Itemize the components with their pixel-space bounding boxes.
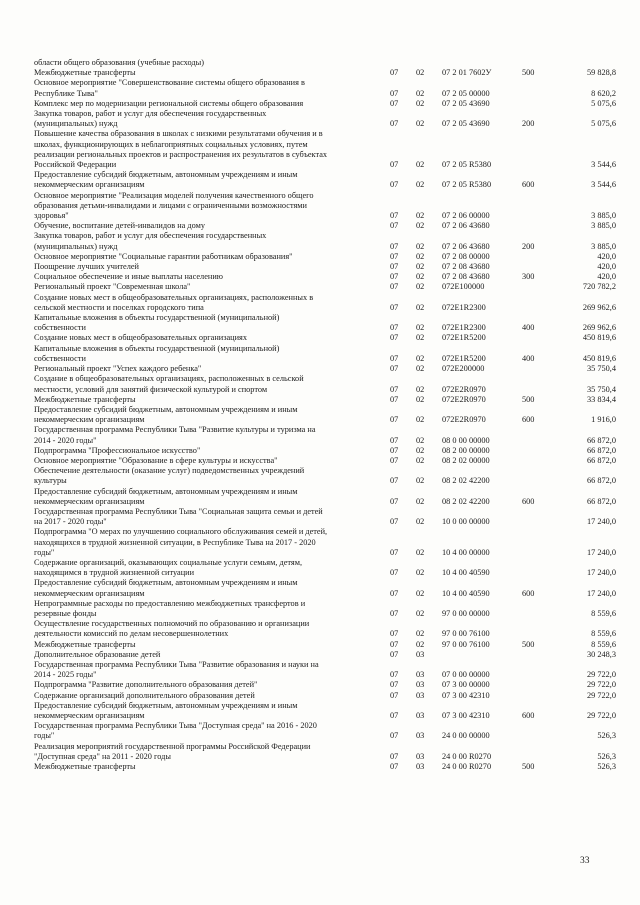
row-name: Закупка товаров, работ и услуг для обеспечения государственных (муниципальных) нужд (34, 231, 267, 251)
row-section: 07 (390, 547, 399, 557)
row-target-article: 07 2 08 43680 (442, 262, 490, 272)
row-name: Обучение, воспитание детей-инвалидов на дому (34, 221, 206, 231)
row-name: Содержание организаций дополнительного образования детей (34, 690, 255, 700)
row-subsection: 02 (416, 221, 425, 231)
row-expense-type: 200 (522, 241, 535, 251)
row-name: Государственная программа Республики Тыва "Развитие культуры и туризма на 2014 - 2020 годы" (34, 425, 316, 445)
row-target-article: 24 0 00 R0270 (442, 751, 492, 761)
table-row (34, 721, 618, 741)
row-subsection: 02 (416, 353, 425, 363)
row-amount: 5 075,6 (591, 98, 616, 108)
row-subsection: 02 (416, 445, 425, 455)
row-subsection: 02 (416, 272, 425, 282)
row-amount: 8 559,6 (591, 608, 616, 618)
row-subsection: 02 (416, 98, 425, 108)
row-amount: 526,3 (597, 731, 616, 741)
row-target-article: 07 2 06 00000 (442, 211, 490, 221)
row-expense-type: 500 (522, 762, 535, 772)
row-amount: 33 834,4 (586, 394, 616, 404)
row-section: 07 (390, 241, 399, 251)
row-target-article: 07 2 06 43680 (442, 221, 490, 231)
row-amount: 3 544,6 (591, 180, 616, 190)
row-name: Социальное обеспечение и иные выплаты населению (34, 272, 223, 282)
row-amount: 17 240,0 (586, 517, 616, 527)
row-name: Реализация мероприятий государственной программы Российской Федерации "Доступная среда" на 2011 - 2020 годы (34, 741, 311, 761)
table-row (34, 99, 618, 109)
row-target-article: 08 2 02 42200 (442, 476, 490, 486)
row-amount: 59 828,8 (586, 68, 616, 78)
row-expense-type: 600 (522, 588, 535, 598)
row-subsection: 02 (416, 394, 425, 404)
row-expense-type: 500 (522, 68, 535, 78)
row-name: Поощрение лучших учителей (34, 262, 139, 272)
row-target-article: 07 2 08 43680 (442, 272, 490, 282)
row-amount: 17 240,0 (586, 547, 616, 557)
table-row (34, 527, 618, 558)
row-amount: 29 722,0 (586, 690, 616, 700)
row-target-article: 07 3 00 00000 (442, 680, 490, 690)
row-subsection: 03 (416, 670, 425, 680)
row-amount: 3 885,0 (591, 241, 616, 251)
row-name: Государственная программа Республики Тыва "Доступная среда" на 2016 - 2020 годы" (34, 721, 317, 741)
table-row (34, 374, 618, 394)
row-section: 07 (390, 629, 399, 639)
row-name: Капитальные вложения в объекты государственной (муниципальной) собственности (34, 313, 280, 333)
row-amount: 526,3 (597, 751, 616, 761)
row-name: Создание новых мест в общеобразовательных организациях (34, 333, 248, 343)
row-subsection: 02 (416, 415, 425, 425)
row-section: 07 (390, 731, 399, 741)
row-section: 07 (390, 690, 399, 700)
row-name: Осуществление государственных полномочий по образованию и организации деятельности комиссий по делам несовершеннолетних (34, 619, 310, 639)
row-target-article: 072E100000 (442, 282, 485, 292)
row-amount: 3 885,0 (591, 221, 616, 231)
row-amount: 450 819,6 (582, 333, 616, 343)
row-target-article: 08 2 02 00000 (442, 455, 490, 465)
row-target-article: 07 2 01 7602У (442, 68, 492, 78)
row-subsection: 02 (416, 639, 425, 649)
row-target-article: 07 2 05 00000 (442, 88, 490, 98)
row-subsection: 02 (416, 88, 425, 98)
row-amount: 8 559,6 (591, 629, 616, 639)
row-section: 07 (390, 98, 399, 108)
row-amount: 66 872,0 (586, 435, 616, 445)
table-row (34, 395, 618, 405)
row-section: 07 (390, 384, 399, 394)
row-amount: 420,0 (597, 251, 616, 261)
row-section: 07 (390, 262, 399, 272)
row-subsection: 02 (416, 496, 425, 506)
row-section: 07 (390, 476, 399, 486)
row-subsection: 02 (416, 282, 425, 292)
table-row (34, 507, 618, 527)
table-row (34, 425, 618, 445)
table-row (34, 129, 618, 170)
row-target-article: 072E200000 (442, 364, 485, 374)
row-name: Подпрограмма "Развитие дополнительного образования детей" (34, 680, 258, 690)
row-section: 07 (390, 762, 399, 772)
table-row (34, 599, 618, 619)
row-subsection: 02 (416, 251, 425, 261)
row-name: Обеспечение деятельности (оказание услуг) подведомственных учреждений культуры (34, 466, 305, 486)
row-target-article: 10 4 00 00000 (442, 547, 490, 557)
row-subsection: 02 (416, 333, 425, 343)
row-name: Региональный проект "Современная школа" (34, 282, 191, 292)
row-section: 07 (390, 221, 399, 231)
table-row (34, 558, 618, 578)
table-row (34, 762, 618, 772)
row-amount: 450 819,6 (582, 353, 616, 363)
table-row (34, 456, 618, 466)
table-row (34, 78, 618, 98)
row-target-article: 07 2 05 R5380 (442, 160, 492, 170)
row-target-article: 08 2 02 42200 (442, 496, 490, 506)
table-row (34, 344, 618, 364)
row-subsection: 02 (416, 568, 425, 578)
row-subsection: 02 (416, 588, 425, 598)
row-subsection: 02 (416, 323, 425, 333)
row-section: 07 (390, 251, 399, 261)
row-amount: 420,0 (597, 262, 616, 272)
row-expense-type: 600 (522, 180, 535, 190)
table-row (34, 333, 618, 343)
row-subsection: 02 (416, 435, 425, 445)
row-section: 07 (390, 211, 399, 221)
row-name: Подпрограмма "Профессиональное искусство" (34, 445, 201, 455)
row-amount: 3 885,0 (591, 211, 616, 221)
row-amount: 29 722,0 (586, 680, 616, 690)
row-section: 07 (390, 394, 399, 404)
row-target-article: 24 0 00 00000 (442, 731, 490, 741)
row-subsection: 02 (416, 364, 425, 374)
row-subsection: 02 (416, 608, 425, 618)
row-amount: 29 722,0 (586, 711, 616, 720)
row-name: Закупка товаров, работ и услуг для обеспечения государственных (муниципальных) нужд (34, 109, 267, 129)
row-target-article: 97 0 00 76100 (442, 629, 490, 639)
row-section: 07 (390, 496, 399, 506)
row-subsection: 03 (416, 680, 425, 690)
table-row (34, 680, 618, 690)
row-subsection: 02 (416, 517, 425, 527)
row-amount: 269 962,6 (582, 323, 616, 333)
row-amount: 35 750,4 (586, 384, 616, 394)
row-subsection: 03 (416, 751, 425, 761)
row-subsection: 02 (416, 241, 425, 251)
row-name: области общего образования (учебные расходы) (34, 58, 204, 67)
row-target-article: 07 2 06 43680 (442, 241, 490, 251)
row-section: 07 (390, 445, 399, 455)
row-target-article: 10 4 00 40590 (442, 568, 490, 578)
row-target-article: 07 3 00 42310 (442, 690, 490, 700)
row-target-article: 08 0 00 00000 (442, 435, 490, 445)
table-row (34, 293, 618, 313)
row-name: Предоставление субсидий бюджетным, автономным учреждениям и иным некоммерческим организациям (34, 578, 298, 598)
row-section: 07 (390, 333, 399, 343)
row-subsection: 02 (416, 160, 425, 170)
row-subsection: 02 (416, 180, 425, 190)
row-section: 07 (390, 649, 399, 659)
row-target-article: 072E1R5200 (442, 353, 486, 363)
row-name: Основное мероприятие "Образование в сфере культуры и искусства" (34, 455, 278, 465)
row-amount: 269 962,6 (582, 302, 616, 312)
row-expense-type: 600 (522, 496, 535, 506)
row-section: 07 (390, 711, 399, 720)
row-amount: 720 782,2 (582, 282, 616, 292)
row-section: 07 (390, 160, 399, 170)
row-subsection: 03 (416, 731, 425, 741)
row-amount: 8 620,2 (591, 88, 616, 98)
row-target-article: 07 2 05 43690 (442, 98, 490, 108)
row-target-article: 97 0 00 00000 (442, 608, 490, 618)
row-target-article: 08 2 00 00000 (442, 445, 490, 455)
table-row (34, 742, 618, 762)
row-amount: 29 722,0 (586, 670, 616, 680)
row-amount: 1 916,0 (591, 415, 616, 425)
row-target-article: 07 3 00 42310 (442, 711, 490, 720)
row-amount: 30 248,3 (586, 649, 616, 659)
row-section: 07 (390, 588, 399, 598)
row-subsection: 02 (416, 547, 425, 557)
table-row (34, 282, 618, 292)
row-section: 07 (390, 119, 399, 129)
row-amount: 66 872,0 (586, 445, 616, 455)
row-section: 07 (390, 364, 399, 374)
row-name: Непрограммные расходы по предоставлению межбюджетных трансфертов и резервные фонды (34, 598, 306, 618)
row-target-article: 24 0 00 R0270 (442, 762, 492, 772)
row-expense-type: 500 (522, 394, 535, 404)
row-section: 07 (390, 68, 399, 78)
row-expense-type: 500 (522, 639, 535, 649)
table-row (34, 262, 618, 272)
table-row (34, 231, 618, 251)
row-amount: 35 750,4 (586, 364, 616, 374)
row-subsection: 02 (416, 476, 425, 486)
table-row (34, 619, 618, 639)
row-section: 07 (390, 282, 399, 292)
table-row (34, 446, 618, 456)
row-section: 07 (390, 680, 399, 690)
table-row (34, 170, 618, 190)
row-expense-type: 400 (522, 353, 535, 363)
row-target-article: 97 0 00 76100 (442, 639, 490, 649)
row-name: Предоставление субсидий бюджетным, автономным учреждениям и иным некоммерческим организациям (34, 404, 298, 425)
table-row (34, 660, 618, 680)
table-row (34, 364, 618, 374)
row-amount: 66 872,0 (586, 476, 616, 486)
table-row (34, 701, 618, 721)
row-expense-type: 200 (522, 119, 535, 129)
row-target-article: 072E2R0970 (442, 394, 486, 404)
row-expense-type: 600 (522, 415, 535, 425)
row-section: 07 (390, 608, 399, 618)
row-subsection: 02 (416, 211, 425, 221)
table-row (34, 578, 618, 598)
row-name: Подпрограмма "О мерах по улучшению социального обслуживания семей и детей, находящихся в трудной жизненной ситуации, в Республике Тыва на 2017 - 2020 годы" (34, 527, 328, 557)
row-name: Региональный проект "Успех каждого ребенка" (34, 364, 202, 374)
row-subsection: 03 (416, 690, 425, 700)
table-row (34, 487, 618, 507)
row-target-article: 072E1R2300 (442, 323, 486, 333)
table-row (34, 691, 618, 701)
table-row (34, 252, 618, 262)
row-name: Межбюджетные трансферты (34, 394, 136, 404)
row-target-article: 07 0 00 00000 (442, 670, 490, 680)
row-name: Повышение качества образования в школах с низкими результатами обучения и в школах, функционирующих в неблагоприятных социальных условиях, путем реализации региональных проектов и распространения их результатов в субъектах Российской Федерации (34, 129, 328, 170)
row-name: Создание новых мест в общеобразовательных организациях, расположенных в сельской местности и поселках городского типа (34, 292, 314, 312)
row-expense-type: 600 (522, 711, 535, 720)
row-amount: 3 544,6 (591, 160, 616, 170)
table-row (34, 221, 618, 231)
table-row (34, 640, 618, 650)
row-target-article: 07 2 08 00000 (442, 251, 490, 261)
table-row (34, 650, 618, 660)
row-subsection: 02 (416, 119, 425, 129)
row-name: Создание в общеобразовательных организациях, расположенных в сельской местности, условий для занятий физической культурой и спортом (34, 374, 304, 394)
row-section: 07 (390, 180, 399, 190)
row-subsection: 02 (416, 629, 425, 639)
row-target-article: 07 2 05 43690 (442, 119, 490, 129)
row-amount: 66 872,0 (586, 455, 616, 465)
table-row (34, 58, 618, 68)
row-subsection: 03 (416, 762, 425, 772)
row-target-article: 072E2R0970 (442, 384, 486, 394)
row-name: Комплекс мер по модернизации региональной системы общего образования (34, 98, 304, 108)
row-name: Межбюджетные трансферты (34, 68, 136, 78)
row-name: Дополнительное образование детей (34, 649, 161, 659)
row-amount: 526,3 (597, 762, 616, 772)
row-section: 07 (390, 455, 399, 465)
budget-table (34, 58, 618, 772)
page-number: 33 (580, 856, 590, 866)
row-amount: 5 075,6 (591, 119, 616, 129)
row-name: Основное мероприятие "Реализация моделей получения качественного общего образования детьми-инвалидами и лицами с ограниченными возможностями здоровья" (34, 190, 314, 221)
row-subsection: 02 (416, 384, 425, 394)
row-section: 07 (390, 751, 399, 761)
table-row (34, 191, 618, 222)
row-amount: 8 559,6 (591, 639, 616, 649)
row-name: Основное мероприятие "Совершенствование системы общего образования в Республике Тыва" (34, 78, 305, 98)
row-subsection: 02 (416, 68, 425, 78)
table-row (34, 313, 618, 333)
row-subsection: 02 (416, 262, 425, 272)
table-row (34, 405, 618, 425)
row-section: 07 (390, 88, 399, 98)
row-section: 07 (390, 323, 399, 333)
row-name: Государственная программа Республики Тыва "Развитие образования и науки на 2014 - 2025 годы" (34, 659, 319, 680)
row-target-article: 10 0 00 00000 (442, 517, 490, 527)
row-section: 07 (390, 670, 399, 680)
row-section: 07 (390, 353, 399, 363)
row-amount: 66 872,0 (586, 496, 616, 506)
row-subsection: 02 (416, 302, 425, 312)
row-section: 07 (390, 639, 399, 649)
row-name: Содержание организаций, оказывающих социальные услуги семьям, детям, находящимся в трудной жизненной ситуации (34, 557, 303, 578)
row-name: Основное мероприятие "Социальные гарантии работникам образования" (34, 251, 293, 261)
row-section: 07 (390, 302, 399, 312)
row-section: 07 (390, 415, 399, 425)
row-target-article: 07 2 05 R5380 (442, 180, 492, 190)
table-row (34, 109, 618, 129)
row-name: Предоставление субсидий бюджетным, автономным учреждениям и иным некоммерческим организациям (34, 486, 298, 506)
row-subsection: 03 (416, 649, 425, 659)
row-name: Межбюджетные трансферты (34, 639, 136, 649)
row-section: 07 (390, 272, 399, 282)
row-name: Капитальные вложения в объекты государственной (муниципальной) собственности (34, 343, 280, 363)
row-target-article: 072E1R2300 (442, 302, 486, 312)
table-row (34, 466, 618, 486)
table-row (34, 272, 618, 282)
row-amount: 17 240,0 (586, 568, 616, 578)
row-expense-type: 300 (522, 272, 535, 282)
row-name: Государственная программа Республики Тыва "Социальная защита семьи и детей на 2017 - 2020 годы" (34, 506, 323, 527)
row-section: 07 (390, 568, 399, 578)
row-expense-type: 400 (522, 323, 535, 333)
row-target-article: 10 4 00 40590 (442, 588, 490, 598)
row-section: 07 (390, 435, 399, 445)
row-subsection: 02 (416, 455, 425, 465)
row-target-article: 072E2R0970 (442, 415, 486, 425)
row-section: 07 (390, 517, 399, 527)
row-name: Межбюджетные трансферты (34, 762, 136, 772)
row-name: Предоставление субсидий бюджетным, автономным учреждениям и иным некоммерческим организациям (34, 700, 298, 720)
row-amount: 420,0 (597, 272, 616, 282)
row-target-article: 072E1R5200 (442, 333, 486, 343)
table-row (34, 68, 618, 78)
row-amount: 17 240,0 (586, 588, 616, 598)
row-subsection: 03 (416, 711, 425, 720)
row-name: Предоставление субсидий бюджетным, автономным учреждениям и иным некоммерческим организациям (34, 170, 298, 190)
